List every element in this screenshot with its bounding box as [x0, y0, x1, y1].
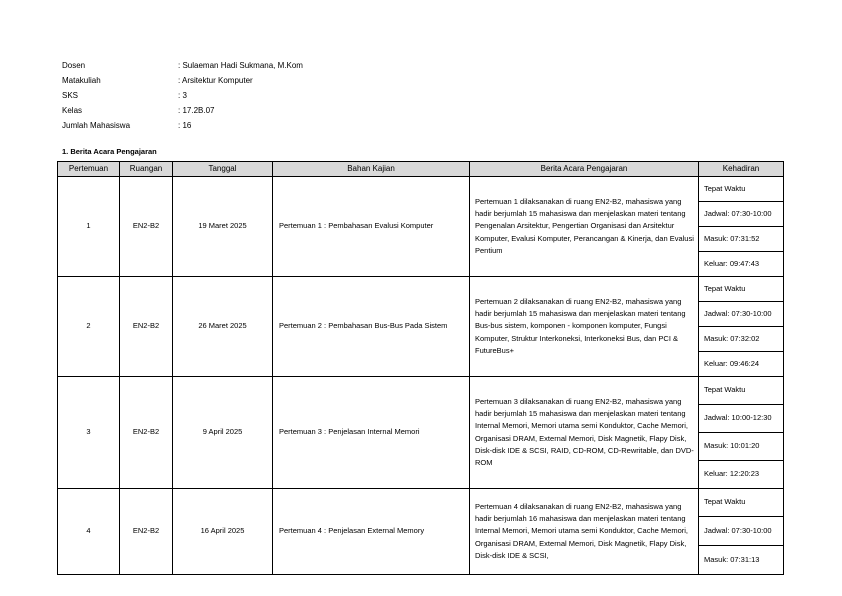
cell-ruangan: EN2-B2 [120, 177, 173, 277]
attendance-check-out: Keluar: 12:20:23 [699, 461, 784, 489]
attendance-status: Tepat Waktu [699, 177, 784, 202]
info-label: SKS [62, 91, 79, 100]
table-header-row [58, 162, 784, 177]
attendance-check-in: Masuk: 10:01:20 [699, 433, 784, 461]
info-row-matakuliah [62, 73, 303, 88]
lecturer-info [62, 58, 303, 133]
cell-pertemuan: 4 [58, 489, 120, 575]
cell-ruangan: EN2-B2 [120, 377, 173, 489]
info-label: Kelas [62, 106, 83, 115]
info-label: Matakuliah [62, 76, 101, 85]
info-value: : 3 [178, 91, 187, 100]
cell-pertemuan: 2 [58, 277, 120, 377]
cell-berita-acara: Pertemuan 1 dilaksanakan di ruang EN2-B2, mahasiswa yang hadir berjumlah 15 mahasiswa dan menjelaskan materi tentang Pengenalan Arsitektur, Pengertian Organisasi dan Arsitektur Komputer, Evalusi Komputer, Perancangan & Kinerja, dan Evalusi Pentium [470, 177, 699, 277]
info-row-sks [62, 88, 303, 103]
section-title: 1. Berita Acara Pengajaran [62, 147, 157, 156]
info-row-kelas [62, 103, 303, 118]
cell-tanggal: 19 Maret 2025 [173, 177, 273, 277]
info-row-dosen [62, 58, 303, 73]
info-label: Jumlah Mahasiswa [62, 121, 131, 130]
attendance-schedule: Jadwal: 07:30-10:00 [699, 302, 784, 327]
header-pertemuan: Pertemuan [58, 162, 120, 177]
info-value: : Sulaeman Hadi Sukmana, M.Kom [178, 61, 303, 70]
header-tanggal: Tanggal [173, 162, 273, 177]
cell-ruangan: EN2-B2 [120, 277, 173, 377]
attendance-status: Tepat Waktu [699, 489, 784, 517]
attendance-check-in: Masuk: 07:32:02 [699, 327, 784, 352]
cell-tanggal: 9 April 2025 [173, 377, 273, 489]
table-row [58, 177, 784, 202]
header-ruangan: Ruangan [120, 162, 173, 177]
cell-pertemuan: 1 [58, 177, 120, 277]
cell-ruangan: EN2-B2 [120, 489, 173, 575]
teaching-report-table [57, 161, 784, 575]
attendance-check-out: Keluar: 09:46:24 [699, 352, 784, 377]
cell-tanggal: 16 April 2025 [173, 489, 273, 575]
info-value: : Arsitektur Komputer [178, 76, 253, 85]
cell-tanggal: 26 Maret 2025 [173, 277, 273, 377]
attendance-status: Tepat Waktu [699, 277, 784, 302]
cell-berita-acara: Pertemuan 2 dilaksanakan di ruang EN2-B2, mahasiswa yang hadir berjumlah 15 mahasiswa dan menjelaskan materi tentang Bus-bus sistem, komponen - komponen komputer, Fungsi Komputer, Struktur Interkoneksi, Interkoneksi Bus, dan PCI & FutureBus+ [470, 277, 699, 377]
cell-bahan-kajian: Pertemuan 1 : Pembahasan Evalusi Komputer [273, 177, 470, 277]
cell-bahan-kajian: Pertemuan 3 : Penjelasan Internal Memori [273, 377, 470, 489]
info-label: Dosen [62, 61, 86, 70]
header-berita-acara: Berita Acara Pengajaran [470, 162, 699, 177]
attendance-status: Tepat Waktu [699, 377, 784, 405]
cell-pertemuan: 3 [58, 377, 120, 489]
cell-bahan-kajian: Pertemuan 2 : Pembahasan Bus-Bus Pada Sistem [273, 277, 470, 377]
info-row-jumlah-mahasiswa [62, 118, 303, 133]
table-row [58, 489, 784, 517]
attendance-check-out: Keluar: 09:47:43 [699, 252, 784, 277]
berita-text: Pertemuan 4 dilaksanakan di ruang EN2-B2, mahasiswa yang hadir berjumlah 16 mahasiswa dan menjelaskan materi tentang Internal Memori, Memori utama semi Konduktor, Cache Memori, Organisasi DRAM, External Memori, Disk Magnetik, Flapy Disk, Disk-disk IDE & SCSI, [475, 501, 688, 560]
header-kehadiran: Kehadiran [699, 162, 784, 177]
attendance-schedule: Jadwal: 07:30-10:00 [699, 517, 784, 546]
cell-berita-acara: Pertemuan 3 dilaksanakan di ruang EN2-B2, mahasiswa yang hadir berjumlah 15 mahasiswa dan menjelaskan materi tentang Internal Memori, Memori utama semi Konduktor, Cache Memori, Organisasi DRAM, External Memori, Disk Magnetik, Flapy Disk, Disk-disk IDE & SCSI, RAID, CD-ROM, CD-Rewritable, dan DVD-ROM [470, 377, 699, 489]
info-value: : 16 [178, 121, 192, 130]
attendance-check-in: Masuk: 07:31:52 [699, 227, 784, 252]
attendance-schedule: Jadwal: 07:30-10:00 [699, 202, 784, 227]
header-bahan-kajian: Bahan Kajian [273, 162, 470, 177]
table-row [58, 277, 784, 302]
attendance-schedule: Jadwal: 10:00-12:30 [699, 405, 784, 433]
cell-bahan-kajian: Pertemuan 4 : Penjelasan External Memory [273, 489, 470, 575]
cell-berita-acara [470, 489, 699, 575]
info-value: : 17.2B.07 [178, 106, 215, 115]
attendance-check-in: Masuk: 07:31:13 [699, 546, 784, 575]
table-row [58, 377, 784, 405]
